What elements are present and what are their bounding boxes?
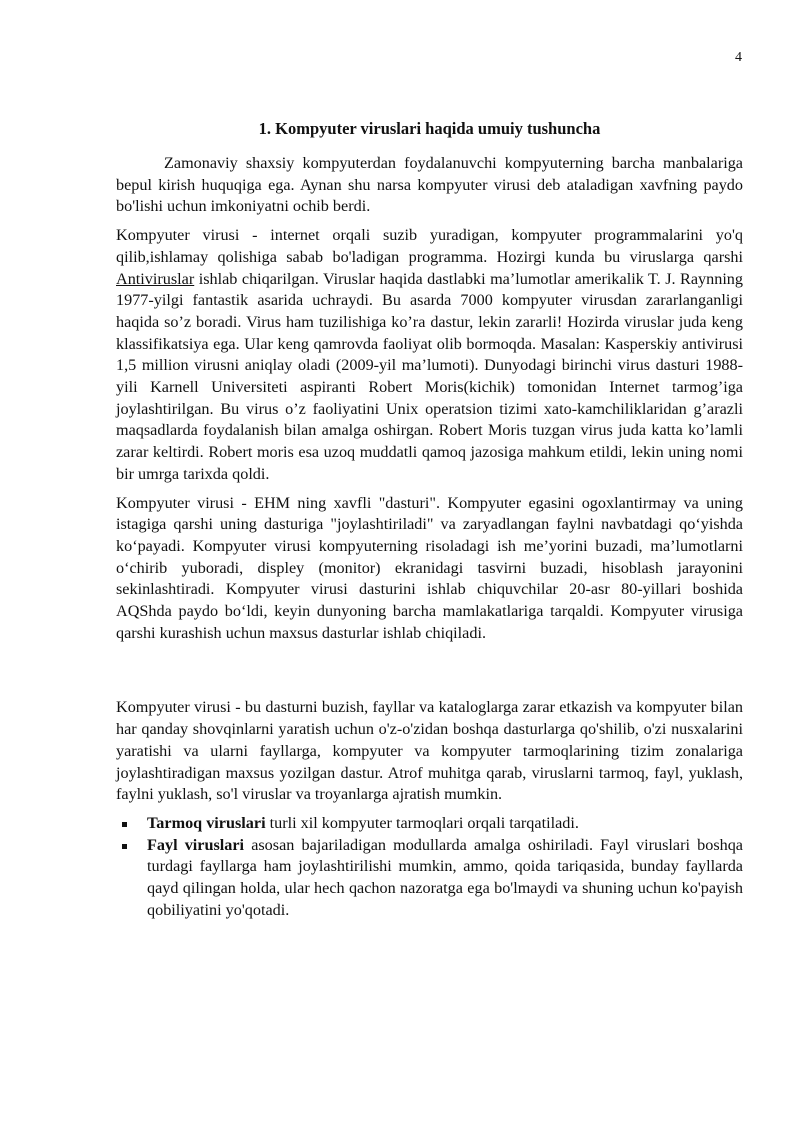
list-item-file-viruses	[116, 835, 743, 922]
list-item-term: Fayl viruslari	[147, 835, 245, 854]
page-content	[116, 118, 743, 922]
list-item-text: turli xil kompyuter tarmoqlari orqali tarqatiladi.	[265, 813, 579, 832]
virus-types-list	[116, 813, 743, 922]
list-item-network-viruses	[116, 813, 743, 835]
spacer	[116, 651, 743, 697]
page-number: 4	[735, 50, 742, 65]
paragraph-virus-definition	[116, 225, 743, 485]
square-bullet-icon	[122, 844, 127, 849]
list-item-term: Tarmoq viruslari	[147, 813, 266, 832]
paragraph-virus-types: Kompyuter virusi - bu dasturni buzish, fayllar va kataloglarga zarar etkazish va kompyuter bilan har qanday shovqinlarni yaratish uchun o'z-o'zidan boshqa dasturlarga qo'shilib, o'zi nusxalarini yaratishi va ularni fayllarga, kompyuter va kompyuter tarmoqlarining tizim zonalariga joylashtiradigan maxsus yozilgan dastur. Atrof muhitga qarab, viruslarni tarmoq, fayl, yuklash, faylni yuklash, so'l viruslar va troyanlarga ajratish mumkin.	[116, 698, 743, 804]
section-title: 1. Kompyuter viruslari haqida umuiy tushuncha	[258, 119, 601, 138]
paragraph-text-end: ishlab chiqarilgan. Viruslar haqida dastlabki ma’lumotlar amerikalik T. J. Raynning 1977-yilgi fantastik asarida uchraydi. Bu asarda 7000 kompyuter virusdan zararlanganligi haqida so’z boradi. Virus ham tuzilishiga ko’ra dastur, lekin zararli! Hozirda viruslar juda keng klassifikatsiya ega. Ular keng qamrovda faoliyat olib bormoqda. Masalan: Kasperskiy antivirusi 1,5 million virusni aniqlay oladi (2009-yil ma’lumoti). Dunyodagi birinchi virus dasturi 1988-yili Karnell Universiteti aspiranti Robert Moris(kichik) tomonidan Internet tarmog’iga joylashtirilgan. Bu virus o’z faoliyatini Unix operatsion tizimi xato-kamchiliklaridan g’arazli maqsadlarda foydalanish bilan amalga oshirgan. Robert Moris tuzgan virus juda katta ko’lamli zarar keltirdi. Robert moris esa uzoq muddatli qamoq jazosiga mahkum etildi, lekin uning nomi bir umrga tarixda qoldi.	[116, 269, 743, 483]
antiviruslar-link[interactable]: Antiviruslar	[116, 269, 195, 288]
paragraph-text-start: Kompyuter virusi - internet orqali suzib yuradigan, kompyuter programmalarini yo'q qilib,ishlamay qolishiga sabab bo'ladigan programma. Hozirgi kunda bu viruslarga qarshi	[116, 226, 743, 266]
list-item-text: asosan bajariladigan modullarda amalga oshiriladi. Fayl viruslari boshqa turdagi fayllarga ham joylashtirilishi mumkin, ammo, qoida tariqasida, bunday fayllarda qayd qilingan holda, ular hech qachon nazoratga ega bo'lmaydi va shuning uchun ko'payish qobiliyatini yo'qotadi.	[147, 835, 743, 919]
square-bullet-icon	[122, 822, 127, 827]
paragraph-intro: Zamonaviy shaxsiy kompyuterdan foydalanuvchi kompyuterning barcha manbalariga bepul kirish huquqiga ega. Aynan shu narsa kompyuter virusi deb ataladigan xavfning paydo bo'lishi uchun imkoniyatni ochib berdi.	[116, 154, 743, 216]
paragraph-ehm-program: Kompyuter virusi - EHM ning xavfli "dasturi". Kompyuter egasini ogoxlantirmay va uning istagiga qarshi uning dasturiga "joylashtiriladi" va zaryadlangan faylni navbatdagi qo‘yishda ko‘payadi. Kompyuter virusi kompyuterning risoladagi ish me’yorini buzadi, ma’lumotlarni o‘chirib yuboradi, displey (monitor) ekranidagi tasvirni buzadi, hisoblash jarayonini sekinlashtiradi. Kompyuter virusi dasturini ishlab chiquvchilar 20-asr 80-yillari boshida AQShda paydo bo‘ldi, keyin dunyoning barcha mamlakatlariga tarqaldi. Kompyuter virusiga qarshi kurashish uchun maxsus dasturlar ishlab chiqiladi.	[116, 493, 743, 642]
